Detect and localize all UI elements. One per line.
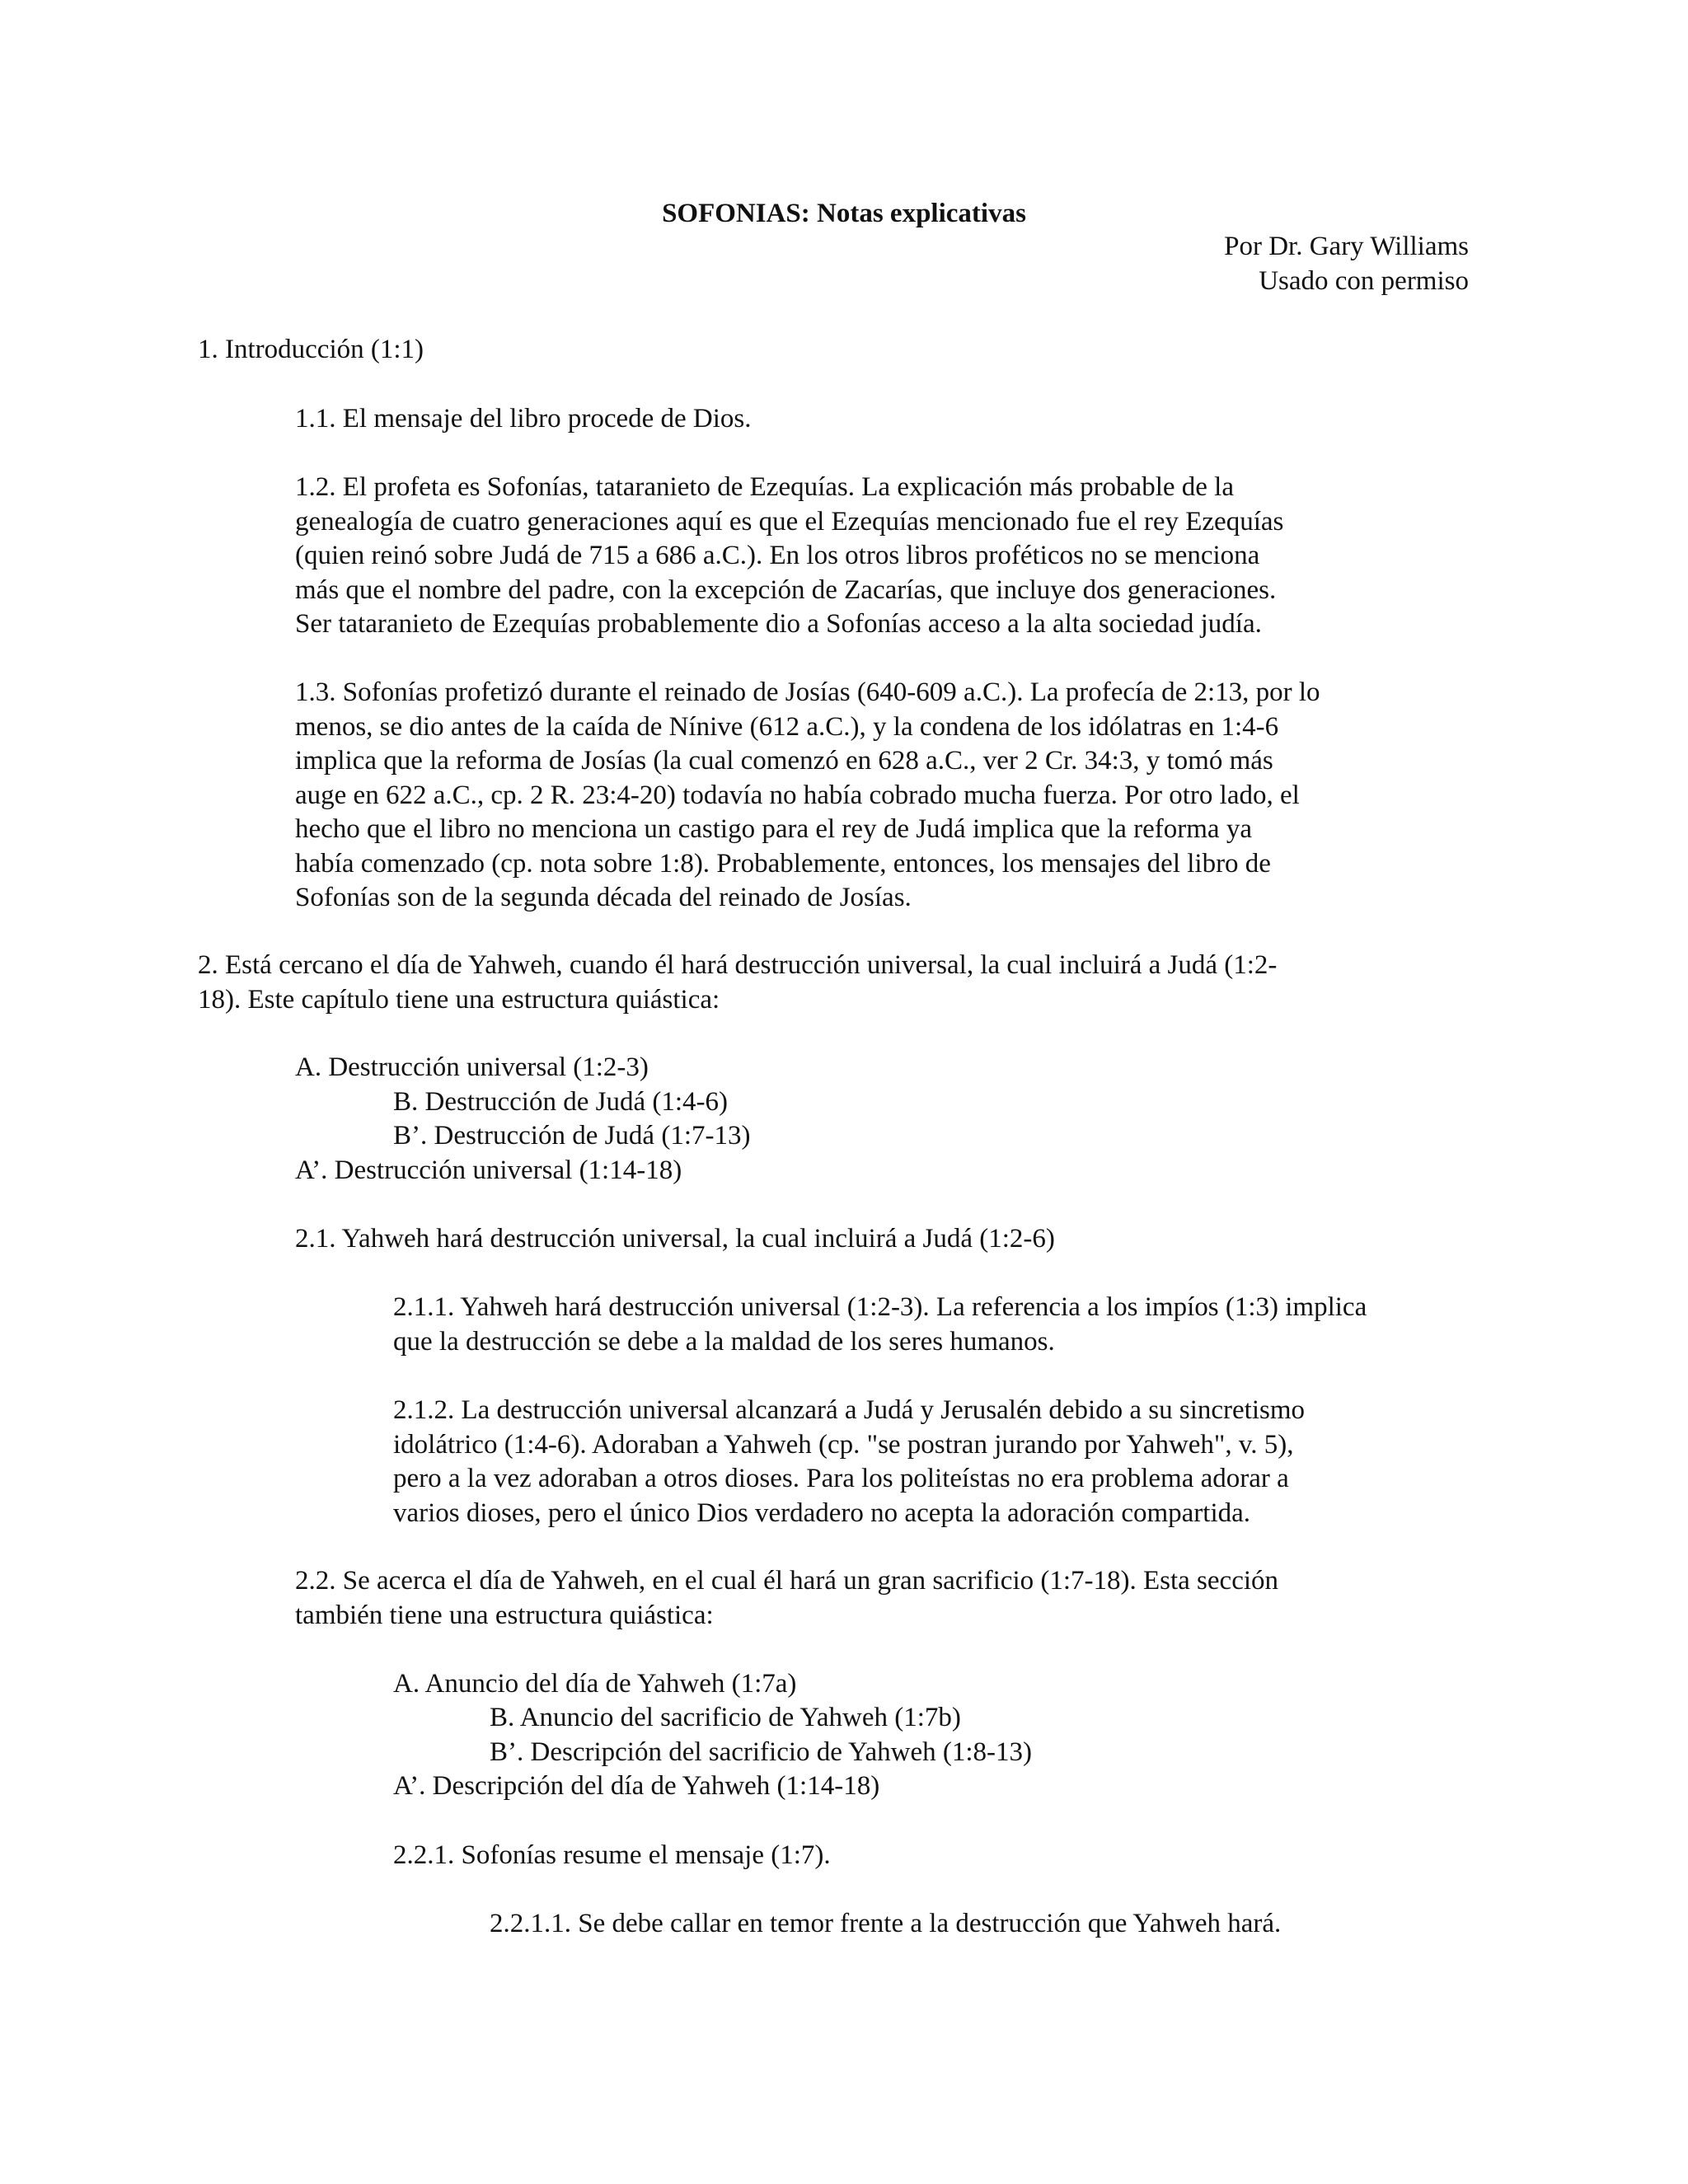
chiasm-1-a: A. Destrucción universal (1:2-3) [295,1052,649,1082]
text-line: pero a la vez adoraban a otros dioses. Para los politeístas no era problema adorar a [393,1464,1289,1493]
text-line: 2.2. Se acerca el día de Yahweh, en el cual él hará un gran sacrificio (1:7-18). Esta sección [295,1566,1279,1596]
heading-1: 1. Introducción (1:1) [198,335,424,364]
text-line: auge en 622 a.C., cp. 2 R. 23:4-20) todavía no había cobrado mucha fuerza. Por otro lado, el [295,780,1300,810]
paragraph-2-2-1-1: 2.2.1.1. Se debe callar en temor frente a la destrucción que Yahweh hará. [490,1909,1282,1938]
text-line: hecho que el libro no menciona un castigo para el rey de Judá implica que la reforma ya [295,814,1252,844]
chiasm-1-b: B. Destrucción de Judá (1:4-6) [393,1087,728,1117]
text-line: también tiene una estructura quiástica: [295,1600,714,1630]
text-line: 2. Está cercano el día de Yahweh, cuando él hará destrucción universal, la cual incluirá a Judá (1:2- [198,950,1278,980]
text-line: había comenzado (cp. nota sobre 1:8). Probablemente, entonces, los mensajes del libro de [295,848,1271,879]
paragraph-2-2-1: 2.2.1. Sofonías resume el mensaje (1:7). [393,1840,831,1870]
chiasm-2-a: A. Anuncio del día de Yahweh (1:7a) [393,1669,797,1699]
chiasm-1-b-prime: B’. Destrucción de Judá (1:7-13) [393,1121,751,1151]
paragraph-1-2 [295,471,1283,642]
chiasm-2-b-prime: B’. Descripción del sacrificio de Yahweh (1:8-13) [490,1737,1032,1767]
paragraph-2-1: 2.1. Yahweh hará destrucción universal, la cual incluirá a Judá (1:2-6) [295,1224,1055,1254]
chiasm-1-a-prime: A’. Destrucción universal (1:14-18) [295,1155,682,1185]
text-line: Sofonías son de la segunda década del reinado de Josías. [295,883,912,912]
text-line: (quien reinó sobre Judá de 715 a 686 a.C.). En los otros libros proféticos no se menciona [295,541,1260,570]
paragraph-1-3 [295,676,1320,916]
author-block [1224,229,1469,298]
paragraph-2-1-2 [393,1394,1305,1530]
text-line: idolátrico (1:4-6). Adoraban a Yahweh (cp. "se postran jurando por Yahweh", v. 5), [393,1429,1294,1460]
paragraph-2-2 [295,1564,1278,1633]
paragraph-1-1: 1.1. El mensaje del libro procede de Dios. [295,404,752,434]
author-line: Por Dr. Gary Williams [1224,232,1469,261]
text-line: 2.1.2. La destrucción universal alcanzará a Judá y Jerusalén debido a su sincretismo [393,1395,1306,1425]
text-line: 1.3. Sofonías profetizó durante el reinado de Josías (640-609 a.C.). La profecía de 2:13, por lo [295,677,1320,707]
text-line: varios dioses, pero el único Dios verdadero no acepta la adoración compartida. [393,1497,1251,1528]
text-line: genealogía de cuatro generaciones aquí es que el Ezequías mencionado fue el rey Ezequías [295,506,1284,537]
permission-line: Usado con permiso [1259,266,1469,296]
text-line: implica que la reforma de Josías (la cual comenzó en 628 a.C., ver 2 Cr. 34:3, y tomó más [295,746,1273,776]
text-line: menos, se dio antes de la caída de Nínive (612 a.C.), y la condena de los idólatras en 1:4-6 [295,711,1279,742]
heading-2 [198,949,1277,1017]
chiasm-2-a-prime: A’. Descripción del día de Yahweh (1:14-18) [393,1771,880,1801]
text-line: más que el nombre del padre, con la excepción de Zacarías, que incluye dos generaciones. [295,574,1277,605]
text-line: 1.2. El profeta es Sofonías, tataranieto de Ezequías. La explicación más probable de la [295,472,1234,502]
text-line: Ser tataranieto de Ezequías probablemente dio a Sofonías acceso a la alta sociedad judía. [295,609,1262,639]
chiasm-2-b: B. Anuncio del sacrificio de Yahweh (1:7b) [490,1703,961,1732]
text-line: que la destrucción se debe a la maldad de los seres humanos. [393,1326,1055,1357]
text-line: 2.1.1. Yahweh hará destrucción universal (1:2-3). La referencia a los impíos (1:3) implica [393,1292,1367,1322]
document-title: SOFONIAS: Notas explicativas [662,199,1026,228]
paragraph-2-1-1 [393,1291,1367,1359]
text-line: 18). Este capítulo tiene una estructura quiástica: [198,984,720,1015]
